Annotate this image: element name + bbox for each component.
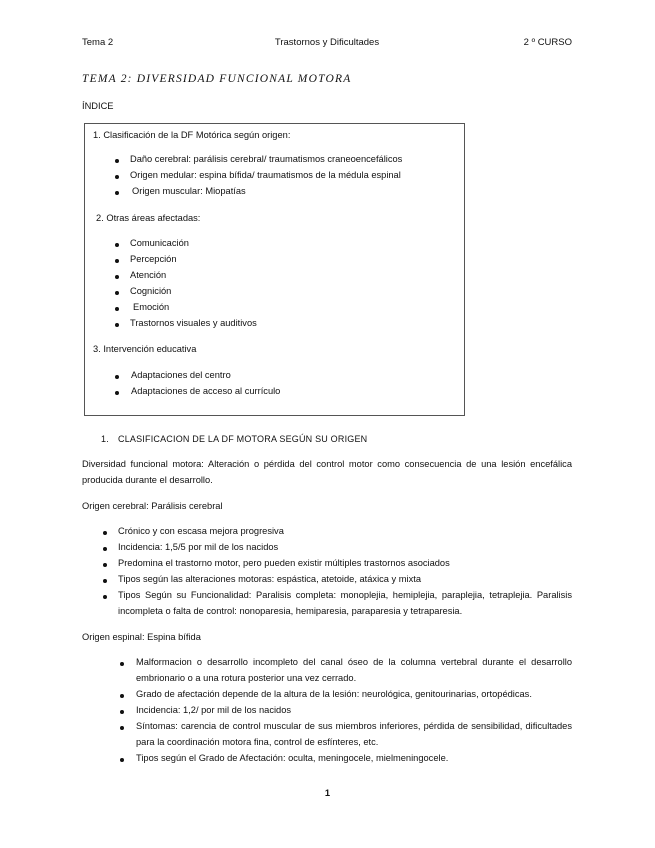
list-item: Predomina el trastorno motor, pero pueden existir múltiples trastornos asociados bbox=[118, 558, 450, 568]
list-item: Síntomas: carencia de control muscular de sus miembros inferiores, pérdida de sensibilidad, dificultades para la coordinación motora fina, control de esfínteres, etc. bbox=[136, 721, 572, 747]
list-item: Incidencia: 1,5/5 por mil de los nacidos bbox=[118, 542, 279, 552]
toc-item: Percepción bbox=[130, 254, 177, 264]
bullet-icon bbox=[115, 323, 119, 327]
list-item: Malformacion o desarrollo incompleto del canal óseo de la columna vertebral durante el desarrollo embrionario o a una rotura posterior una vez cerrado. bbox=[136, 657, 572, 683]
toc-item: Atención bbox=[130, 270, 167, 280]
bullet-icon bbox=[115, 291, 119, 295]
header-subject: Trastornos y Dificultades bbox=[274, 37, 380, 48]
intro-paragraph: Diversidad funcional motora: Alteración o pérdida del control motor como consecuencia de una lesión encefálica producida durante el desarrollo. bbox=[82, 459, 572, 485]
bullet-icon bbox=[115, 159, 119, 163]
bullet-icon bbox=[115, 391, 119, 395]
toc-item: Cognición bbox=[130, 286, 172, 296]
header-topic: Tema 2 bbox=[82, 37, 114, 48]
bullet-icon bbox=[115, 307, 119, 311]
page-header bbox=[82, 37, 572, 49]
toc-section-2: 2. Otras áreas afectadas: bbox=[96, 213, 201, 223]
bullet-icon bbox=[115, 375, 119, 379]
bullet-icon bbox=[103, 547, 107, 551]
toc-section-1: 1. Clasificación de la DF Motórica según origen: bbox=[93, 130, 291, 140]
bullet-icon bbox=[103, 563, 107, 567]
toc-item: Trastornos visuales y auditivos bbox=[130, 318, 257, 328]
bullet-icon bbox=[120, 726, 124, 730]
bullet-icon bbox=[103, 579, 107, 583]
toc-item: Origen medular: espina bífida/ traumatismos de la médula espinal bbox=[130, 170, 401, 180]
toc-item: Daño cerebral: parálisis cerebral/ traumatismos craneoencefálicos bbox=[130, 154, 403, 164]
toc-item: Adaptaciones de acceso al currículo bbox=[131, 386, 281, 396]
toc-item: Comunicación bbox=[130, 238, 189, 248]
list-item: Grado de afectación depende de la altura de la lesión: neurológica, genitourinarias, ortopédicas. bbox=[136, 689, 532, 699]
list-item: Crónico y con escasa mejora progresiva bbox=[118, 526, 284, 536]
toc-item: Origen muscular: Miopatías bbox=[132, 186, 246, 196]
list-item: Tipos Según su Funcionalidad: Paralisis completa: monoplejia, hemiplejia, paraplejia, tetraplejia. Paralisis incompleta o falta de control: nonoparesia, hemiparesia, paraparesia y tetraparesia. bbox=[118, 590, 572, 616]
toc-item: Emoción bbox=[133, 302, 170, 312]
list-item: Tipos según el Grado de Afectación: oculta, meningocele, mielmeningocele. bbox=[136, 753, 449, 763]
bullet-icon bbox=[120, 694, 124, 698]
bullet-icon bbox=[120, 662, 124, 666]
toc-item: Adaptaciones del centro bbox=[131, 370, 231, 380]
spinal-heading: Origen espinal: Espina bífida bbox=[82, 632, 201, 642]
bullet-icon bbox=[115, 243, 119, 247]
list-item: Incidencia: 1,2/ por mil de los nacidos bbox=[136, 705, 292, 715]
toc-section-3: 3. Intervención educativa bbox=[93, 344, 197, 354]
section-heading-text: CLASIFICACION DE LA DF MOTORA SEGÚN SU ORIGEN bbox=[118, 434, 368, 444]
bullet-icon bbox=[115, 259, 119, 263]
cerebral-heading: Origen cerebral: Parálisis cerebral bbox=[82, 501, 223, 511]
page-number: 1 bbox=[324, 788, 331, 798]
bullet-icon bbox=[120, 758, 124, 762]
section-number: 1. bbox=[101, 434, 109, 444]
bullet-icon bbox=[115, 275, 119, 279]
page-title: TEMA 2: DIVERSIDAD FUNCIONAL MOTORA bbox=[82, 73, 352, 85]
bullet-icon bbox=[120, 710, 124, 714]
table-of-contents bbox=[84, 123, 465, 416]
section-heading bbox=[101, 434, 367, 444]
bullet-icon bbox=[103, 595, 107, 599]
bullet-icon bbox=[103, 531, 107, 535]
list-item: Tipos según las alteraciones motoras: espástica, atetoide, atáxica y mixta bbox=[118, 574, 421, 584]
index-label: ÍNDICE bbox=[82, 101, 114, 111]
bullet-icon bbox=[115, 175, 119, 179]
bullet-icon bbox=[115, 191, 119, 195]
header-course: 2 º CURSO bbox=[523, 37, 572, 48]
